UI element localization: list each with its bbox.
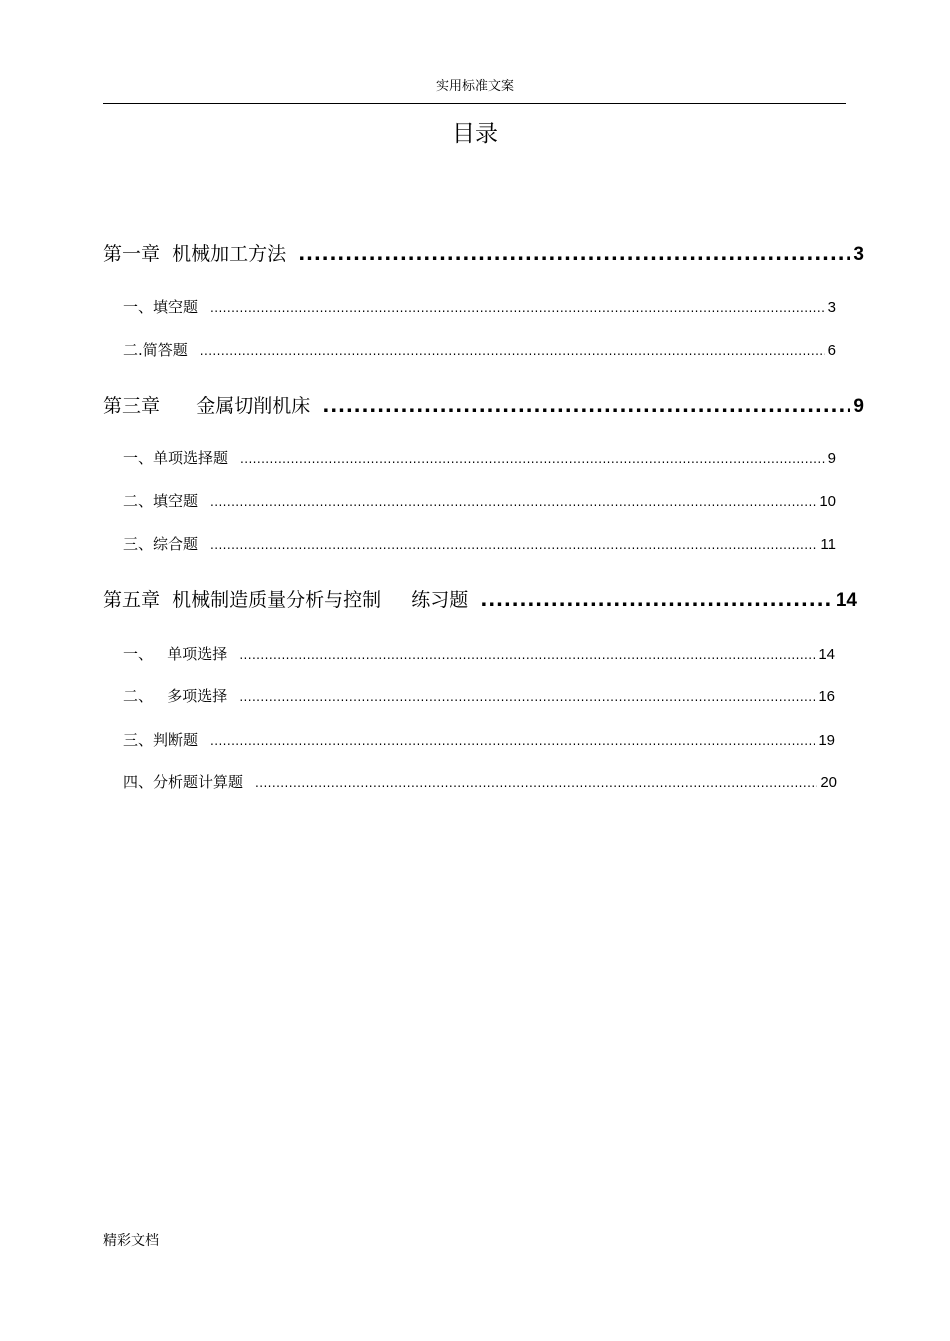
toc-section-5-2[interactable] — [123, 686, 835, 707]
toc-page-number: 9 — [827, 450, 836, 467]
toc-leader-dots — [298, 241, 850, 267]
toc-section-label: 一、填空题 — [123, 298, 199, 316]
page-title: 目录 — [452, 121, 498, 147]
page-footer: 精彩文档 — [103, 1233, 159, 1249]
toc-leader-dots — [239, 645, 815, 665]
toc-page-number: 10 — [819, 493, 836, 510]
toc-chapter-label: 第五章 机械制造质量分析与控制 练习题 — [103, 589, 469, 611]
toc-page-number: 3 — [853, 244, 864, 265]
toc-section-3-1[interactable] — [123, 448, 836, 469]
toc-leader-dots — [322, 393, 850, 419]
toc-leader-dots — [239, 687, 815, 707]
toc-leader-dots — [200, 341, 825, 361]
page-header: 实用标准文案 — [435, 79, 514, 94]
toc-section-3-3[interactable] — [123, 534, 836, 555]
toc-section-label: 三、判断题 — [123, 731, 199, 749]
toc-section-label: 四、分析题计算题 — [123, 773, 244, 791]
toc-chapter-1[interactable] — [103, 241, 864, 268]
toc-section-5-4[interactable] — [123, 772, 837, 793]
toc-page-number: 14 — [835, 590, 857, 611]
toc-leader-dots — [210, 298, 825, 318]
toc-chapter-label: 第一章 机械加工方法 — [103, 243, 287, 265]
toc-leader-dots — [210, 535, 817, 555]
toc-section-label: 二.简答题 — [123, 341, 188, 359]
toc-section-5-1[interactable] — [123, 644, 835, 665]
toc-page-number: 14 — [818, 646, 835, 663]
toc-section-1-2[interactable] — [123, 340, 836, 361]
toc-chapter-label: 第三章 金属切削机床 — [103, 395, 311, 417]
toc-page-number: 9 — [853, 396, 864, 417]
toc-section-1-1[interactable] — [123, 297, 836, 318]
toc-leader-dots — [255, 773, 817, 793]
toc-page-number: 6 — [827, 342, 836, 359]
toc-section-label: 一、单项选择题 — [123, 449, 229, 467]
toc-page-number: 11 — [820, 536, 836, 553]
toc-section-label: 二、 多项选择 — [123, 687, 228, 705]
toc-section-label: 三、综合题 — [123, 535, 199, 553]
toc-page-number: 19 — [818, 732, 835, 749]
toc-chapter-3[interactable] — [103, 393, 864, 420]
toc-section-3-2[interactable] — [123, 491, 836, 512]
toc-leader-dots — [210, 731, 815, 751]
toc-page-number: 3 — [827, 299, 836, 316]
toc-leader-dots — [480, 587, 833, 613]
toc-page-number: 16 — [818, 688, 835, 705]
toc-leader-dots — [210, 492, 816, 512]
toc-chapter-5[interactable] — [103, 587, 857, 614]
toc-section-label: 二、填空题 — [123, 492, 199, 510]
toc-section-5-3[interactable] — [123, 730, 835, 751]
toc-page-number: 20 — [820, 774, 837, 791]
toc-leader-dots — [240, 449, 825, 469]
toc-section-label: 一、 单项选择 — [123, 645, 228, 663]
header-divider — [103, 103, 846, 104]
